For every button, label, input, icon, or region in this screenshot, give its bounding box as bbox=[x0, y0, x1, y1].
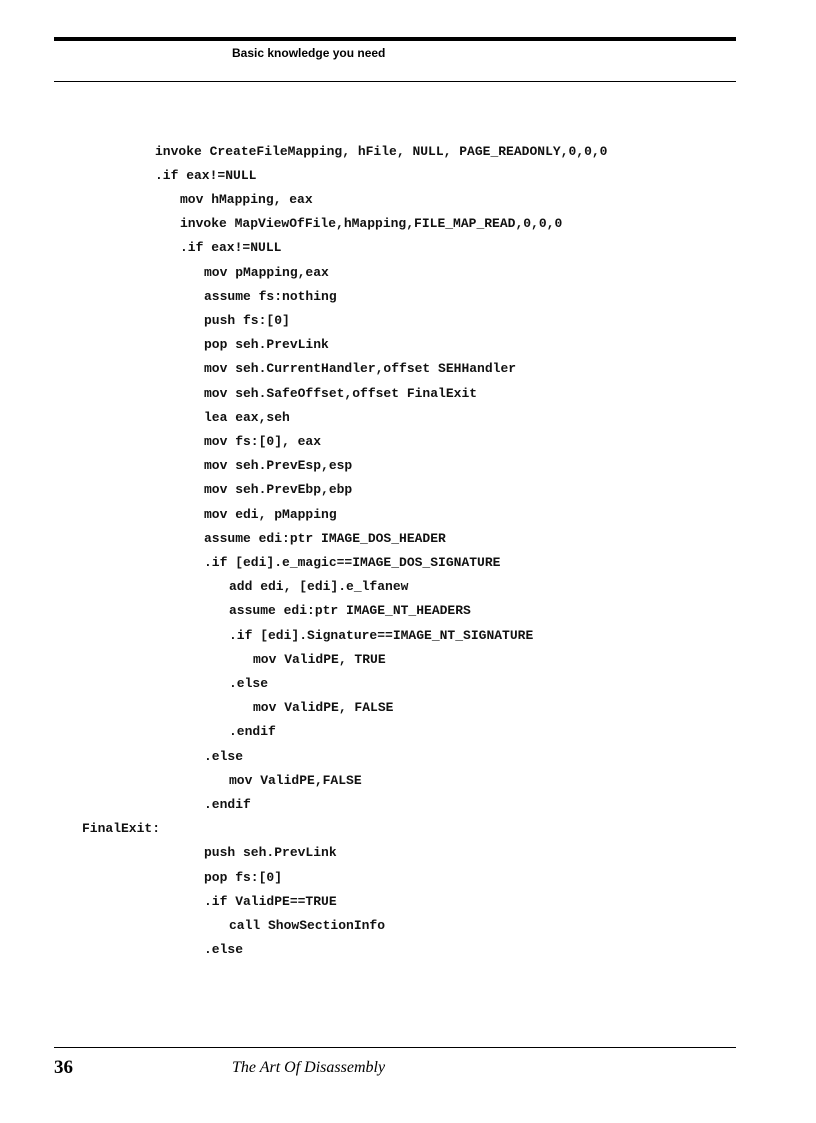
code-line: mov seh.SafeOffset,offset FinalExit bbox=[204, 386, 478, 401]
code-line: mov seh.PrevEbp,ebp bbox=[204, 482, 353, 497]
code-line: .else bbox=[229, 676, 269, 691]
code-line: mov seh.CurrentHandler,offset SEHHandler bbox=[204, 361, 517, 376]
code-line: .if [edi].Signature==IMAGE_NT_SIGNATURE bbox=[229, 628, 534, 643]
code-line: lea eax,seh bbox=[204, 410, 290, 425]
code-line: .if eax!=NULL bbox=[155, 168, 257, 183]
code-line: push seh.PrevLink bbox=[204, 845, 337, 860]
code-line: .else bbox=[204, 749, 244, 764]
code-line: push fs:[0] bbox=[204, 313, 290, 328]
code-line: mov seh.PrevEsp,esp bbox=[204, 458, 353, 473]
code-line: invoke CreateFileMapping, hFile, NULL, PAGE_READONLY,0,0,0 bbox=[155, 144, 608, 159]
page-number: 36 bbox=[54, 1057, 73, 1078]
top-rule bbox=[54, 37, 736, 41]
code-line: pop fs:[0] bbox=[204, 870, 283, 885]
code-line: mov pMapping,eax bbox=[204, 265, 329, 280]
footer-rule bbox=[54, 1047, 736, 1048]
code-line: mov ValidPE, FALSE bbox=[253, 700, 394, 715]
code-line: mov ValidPE,FALSE bbox=[229, 773, 362, 788]
code-line: assume fs:nothing bbox=[204, 289, 337, 304]
code-line: invoke MapViewOfFile,hMapping,FILE_MAP_READ,0,0,0 bbox=[180, 216, 563, 231]
code-line: .if [edi].e_magic==IMAGE_DOS_SIGNATURE bbox=[204, 555, 501, 570]
code-line: assume edi:ptr IMAGE_NT_HEADERS bbox=[229, 603, 471, 618]
code-line: .if eax!=NULL bbox=[180, 240, 282, 255]
code-line: call ShowSectionInfo bbox=[229, 918, 386, 933]
code-line: .else bbox=[204, 942, 244, 957]
code-line: assume edi:ptr IMAGE_DOS_HEADER bbox=[204, 531, 446, 546]
header-rule bbox=[54, 81, 736, 82]
code-line: mov fs:[0], eax bbox=[204, 434, 322, 449]
code-line: mov hMapping, eax bbox=[180, 192, 313, 207]
code-line: pop seh.PrevLink bbox=[204, 337, 329, 352]
code-line: .if ValidPE==TRUE bbox=[204, 894, 337, 909]
code-line: mov edi, pMapping bbox=[204, 507, 337, 522]
code-line: mov ValidPE, TRUE bbox=[253, 652, 386, 667]
code-label: FinalExit: bbox=[82, 821, 161, 836]
code-line: add edi, [edi].e_lfanew bbox=[229, 579, 409, 594]
code-line: .endif bbox=[229, 724, 276, 739]
running-head: Basic knowledge you need bbox=[232, 46, 386, 60]
book-title: The Art Of Disassembly bbox=[232, 1059, 386, 1076]
code-line: .endif bbox=[204, 797, 251, 812]
